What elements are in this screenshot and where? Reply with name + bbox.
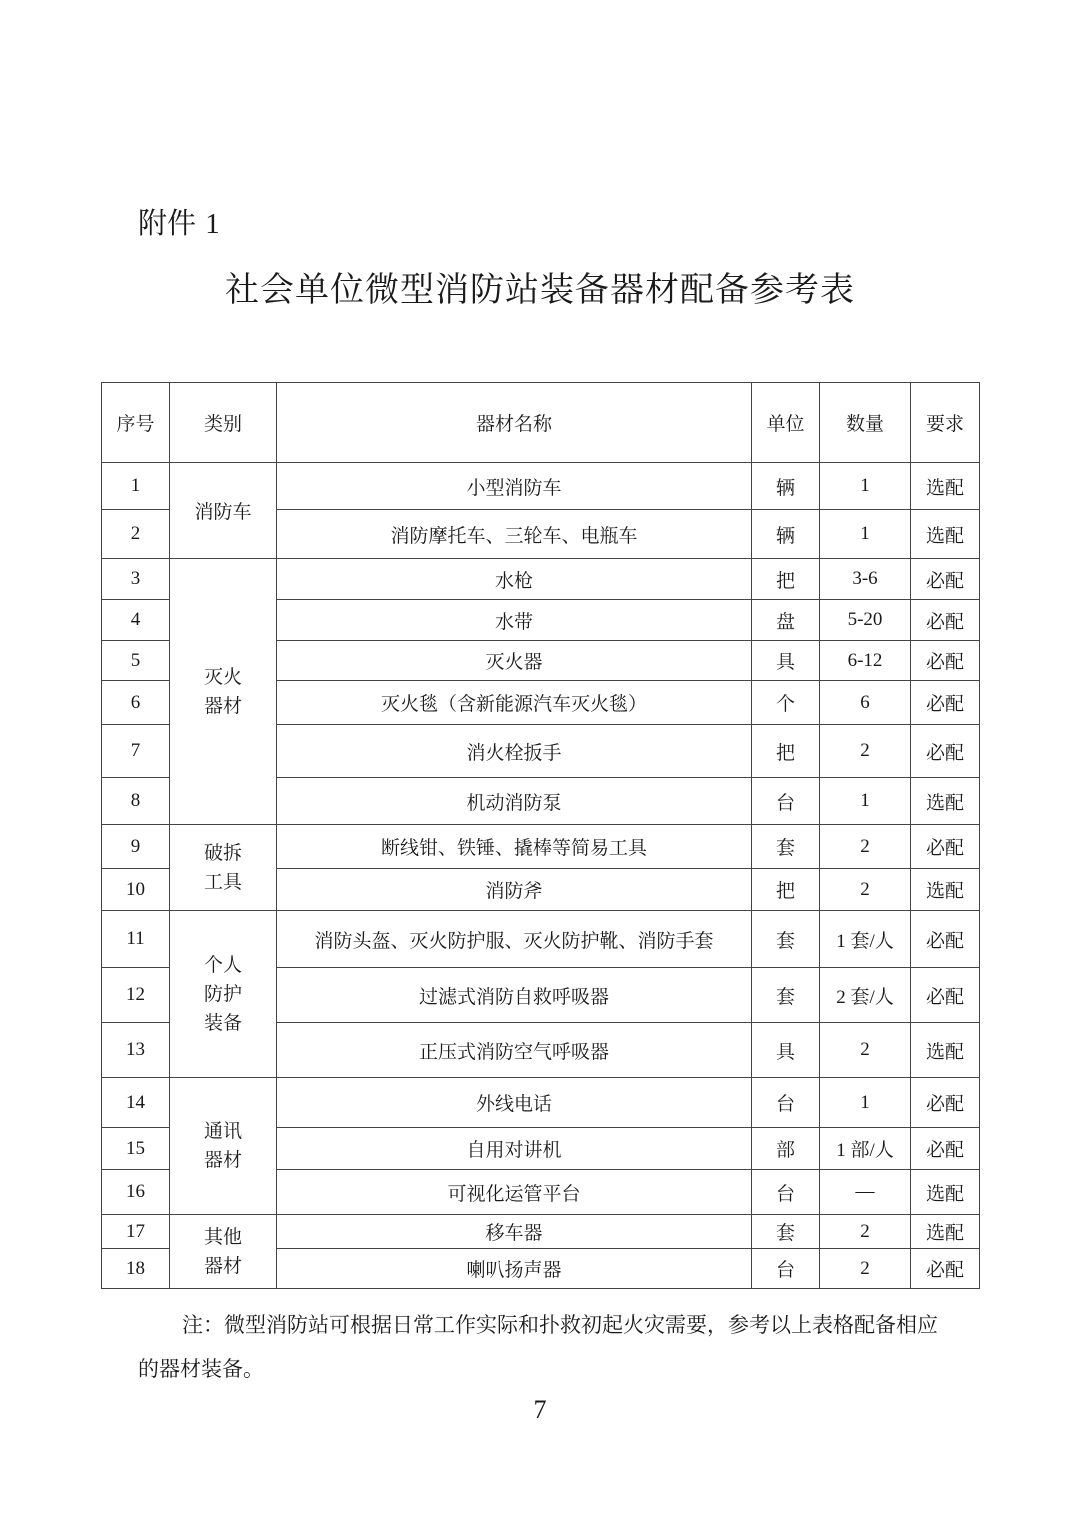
row-index: 14 (102, 1078, 170, 1128)
row-req: 选配 (911, 1215, 980, 1249)
row-name: 水带 (277, 600, 752, 641)
row-unit: 台 (752, 778, 820, 825)
row-name: 断线钳、铁锤、撬棒等简易工具 (277, 825, 752, 869)
row-qty: 2 (820, 825, 911, 869)
row-name: 喇叭扬声器 (277, 1249, 752, 1289)
row-unit: 盘 (752, 600, 820, 641)
row-index: 8 (102, 778, 170, 825)
row-index: 18 (102, 1249, 170, 1289)
row-index: 2 (102, 510, 170, 559)
row-index: 9 (102, 825, 170, 869)
row-index: 12 (102, 968, 170, 1023)
row-unit: 台 (752, 1249, 820, 1289)
row-name: 可视化运管平台 (277, 1170, 752, 1215)
table-row (102, 1215, 980, 1249)
row-qty: 5-20 (820, 600, 911, 641)
row-qty: 2 (820, 1249, 911, 1289)
row-req: 必配 (911, 968, 980, 1023)
row-unit: 辆 (752, 510, 820, 559)
header-unit: 单位 (752, 383, 820, 463)
row-unit: 把 (752, 725, 820, 778)
page-title: 社会单位微型消防站装备器材配备参考表 (225, 270, 855, 310)
row-name: 灭火毯（含新能源汽车灭火毯） (277, 681, 752, 725)
row-index: 3 (102, 559, 170, 600)
category-cell (170, 911, 277, 1078)
page-number: 7 (533, 1395, 547, 1424)
row-req: 必配 (911, 641, 980, 681)
row-name: 过滤式消防自救呼吸器 (277, 968, 752, 1023)
category-cell (170, 1078, 277, 1215)
row-req: 必配 (911, 600, 980, 641)
row-req: 必配 (911, 1249, 980, 1289)
category-cell (170, 825, 277, 911)
category-text: 破拆工具 (203, 841, 242, 893)
category-text: 其他器材 (203, 1225, 242, 1277)
table-header-row (102, 383, 980, 463)
row-qty: 1 套/人 (820, 911, 911, 968)
category-text: 通讯器材 (203, 1120, 242, 1171)
row-index: 17 (102, 1215, 170, 1249)
row-req: 必配 (911, 725, 980, 778)
row-index: 10 (102, 869, 170, 911)
header-qty: 数量 (820, 383, 911, 463)
table-row (102, 463, 980, 510)
row-unit: 套 (752, 911, 820, 968)
row-req: 必配 (911, 911, 980, 968)
header-name: 器材名称 (277, 383, 752, 463)
row-unit: 把 (752, 559, 820, 600)
row-index: 1 (102, 463, 170, 510)
row-index: 6 (102, 681, 170, 725)
row-req: 选配 (911, 510, 980, 559)
row-index: 13 (102, 1023, 170, 1078)
row-req: 必配 (911, 1128, 980, 1170)
row-index: 4 (102, 600, 170, 641)
row-unit: 具 (752, 1023, 820, 1078)
table-row (102, 825, 980, 869)
row-index: 5 (102, 641, 170, 681)
row-qty: — (820, 1170, 911, 1215)
row-unit: 辆 (752, 463, 820, 510)
category-cell (170, 1215, 277, 1289)
table-row (102, 559, 980, 600)
row-unit: 把 (752, 869, 820, 911)
equipment-table (101, 382, 980, 1289)
attachment-text: 附件 (138, 206, 197, 240)
row-unit: 部 (752, 1128, 820, 1170)
row-name: 消防头盔、灭火防护服、灭火防护靴、消防手套 (277, 911, 752, 968)
row-name: 灭火器 (277, 641, 752, 681)
category-text: 个人防护装备 (203, 953, 242, 1034)
row-unit: 套 (752, 1215, 820, 1249)
row-qty: 1 部/人 (820, 1128, 911, 1170)
row-unit: 套 (752, 825, 820, 869)
row-name: 正压式消防空气呼吸器 (277, 1023, 752, 1078)
row-qty: 1 (820, 1078, 911, 1128)
row-name: 消防斧 (277, 869, 752, 911)
table-row (102, 911, 980, 968)
row-qty: 2 套/人 (820, 968, 911, 1023)
row-qty: 2 (820, 1215, 911, 1249)
header-index: 序号 (102, 383, 170, 463)
row-req: 选配 (911, 869, 980, 911)
footnote: 注：微型消防站可根据日常工作实际和扑救初起火灾需要，参考以上表格配备相应的器材装备。 (138, 1313, 938, 1381)
row-qty: 1 (820, 510, 911, 559)
row-req: 必配 (911, 559, 980, 600)
row-unit: 套 (752, 968, 820, 1023)
row-req: 选配 (911, 778, 980, 825)
attachment-number: 1 (205, 208, 220, 240)
row-index: 16 (102, 1170, 170, 1215)
row-name: 水枪 (277, 559, 752, 600)
row-qty: 1 (820, 463, 911, 510)
row-req: 必配 (911, 825, 980, 869)
row-name: 移车器 (277, 1215, 752, 1249)
header-category: 类别 (170, 383, 277, 463)
row-index: 7 (102, 725, 170, 778)
row-index: 11 (102, 911, 170, 968)
row-name: 消火栓扳手 (277, 725, 752, 778)
row-qty: 1 (820, 778, 911, 825)
header-req: 要求 (911, 383, 980, 463)
row-unit: 台 (752, 1170, 820, 1215)
row-name: 外线电话 (277, 1078, 752, 1128)
row-qty: 2 (820, 1023, 911, 1078)
category-text: 灭火器材 (203, 665, 242, 717)
row-unit: 台 (752, 1078, 820, 1128)
row-name: 自用对讲机 (277, 1128, 752, 1170)
row-req: 必配 (911, 1078, 980, 1128)
row-req: 选配 (911, 1170, 980, 1215)
row-name: 机动消防泵 (277, 778, 752, 825)
category-cell (170, 559, 277, 825)
attachment-label (138, 203, 220, 244)
table-row (102, 1078, 980, 1128)
row-qty: 2 (820, 725, 911, 778)
row-index: 15 (102, 1128, 170, 1170)
row-name: 小型消防车 (277, 463, 752, 510)
row-req: 选配 (911, 1023, 980, 1078)
row-qty: 3-6 (820, 559, 911, 600)
row-qty: 6-12 (820, 641, 911, 681)
row-unit: 具 (752, 641, 820, 681)
row-qty: 6 (820, 681, 911, 725)
row-qty: 2 (820, 869, 911, 911)
row-req: 必配 (911, 681, 980, 725)
row-unit: 个 (752, 681, 820, 725)
category-cell: 消防车 (170, 463, 277, 559)
row-req: 选配 (911, 463, 980, 510)
row-name: 消防摩托车、三轮车、电瓶车 (277, 510, 752, 559)
